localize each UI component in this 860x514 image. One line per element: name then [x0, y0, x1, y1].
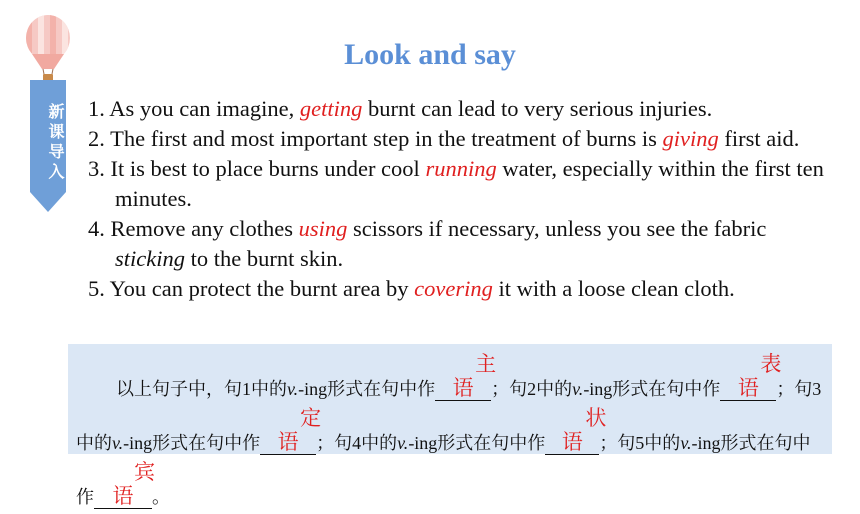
sentence-item: 1. As you can imagine, getting burnt can lead to very serious injuries. [88, 96, 713, 121]
sentence-item: 2. The first and most important step in the treatment of burns is giving first aid. [88, 126, 800, 151]
sentence-list [88, 94, 828, 304]
answer-blank: 主语 [435, 352, 491, 401]
keyword: running [425, 156, 497, 181]
keyword: getting [299, 96, 363, 121]
answer-blank: 定语 [260, 406, 316, 455]
italic-word: sticking [115, 246, 185, 271]
explanation-text: 以上句子中，句1中的v.-ing形式在句中作主语 ；句2中的v.-ing形式在句中作表语 ；句3中的v.-ing形式在句中作定语 ；句4中的v.-ing形式在句中作状语 ；句5中的v.-ing形式在句中作宾语 。 [76, 352, 822, 508]
sentence-item: 4. Remove any clothes using scissors if necessary, unless you see the fabric sticking to the burnt skin. [88, 216, 767, 271]
answer-blank: 表语 [720, 352, 776, 401]
section-tab [30, 80, 66, 214]
explanation-box [68, 344, 832, 508]
answer-blank: 状语 [545, 406, 599, 455]
sentence-item: 5. You can protect the burnt area by covering it with a loose clean cloth. [88, 276, 735, 301]
keyword: covering [414, 276, 493, 301]
page-title: Look and say [344, 38, 516, 71]
keyword: using [298, 216, 348, 241]
section-tab-label: 新课导入 [46, 103, 65, 183]
answer-blank: 宾语 [94, 460, 152, 509]
keyword: giving [662, 126, 719, 151]
sentence-item: 3. It is best to place burns under cool running water, especially within the first ten minutes. [88, 156, 824, 211]
